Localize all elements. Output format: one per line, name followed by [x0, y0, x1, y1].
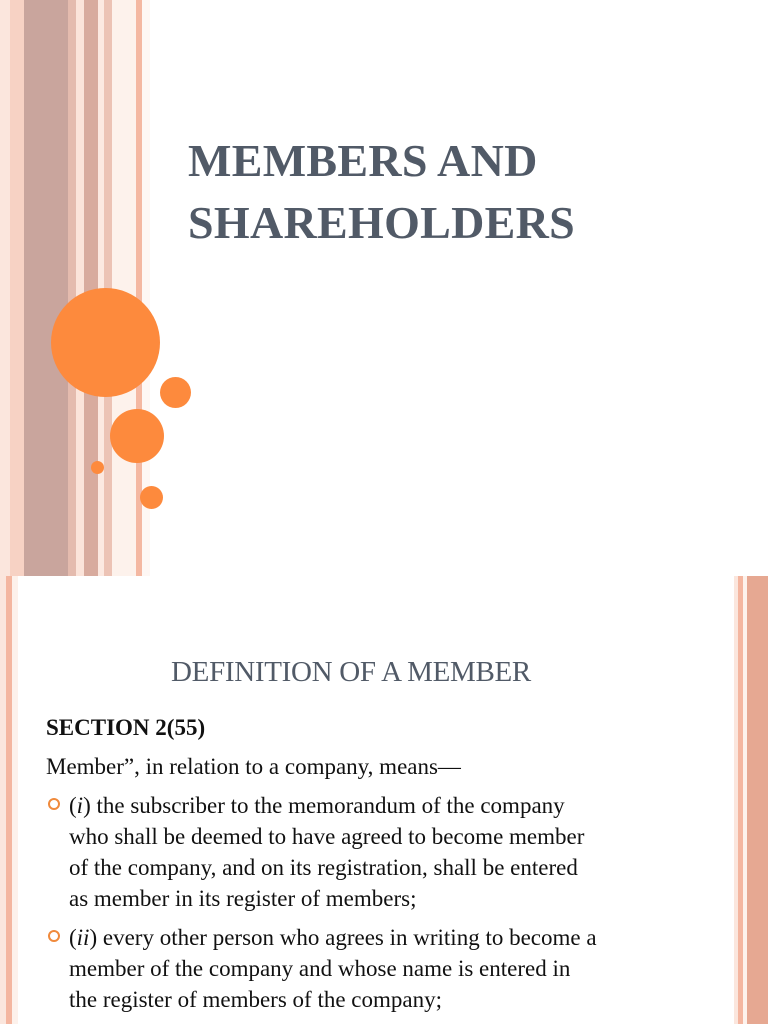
circle-bullet-icon: [48, 798, 60, 810]
section-number: SECTION 2(55): [46, 715, 206, 740]
list-item-line: ) every other person who agrees in writing to become a: [89, 925, 597, 950]
list-item-line: member of the company and whose name is entered in: [69, 956, 571, 981]
list-item-line: of the company, and on its registration, shall be entered: [69, 855, 578, 880]
list-item-line: who shall be deemed to have agreed to become member: [69, 824, 585, 849]
left-border-stripes: [0, 576, 18, 1024]
slide-heading: DEFINITION OF A MEMBER: [171, 656, 531, 688]
list-item-text: (i) the subscriber to the memorandum of the company who shall be deemed to have agreed to become member of the company, and on its registration, shall be entered as member in its register of members;: [69, 790, 696, 914]
list-item-line: the register of members of the company;: [69, 987, 442, 1012]
slide-title-line-2: SHAREHOLDERS: [188, 197, 576, 248]
list-item: [46, 790, 696, 914]
large-orange-circle: [51, 288, 160, 397]
list-item-line: as member in its register of members;: [69, 886, 417, 911]
slide-title-line-1: MEMBERS AND: [188, 135, 538, 186]
definition-list: [46, 790, 696, 1023]
list-item: [46, 922, 696, 1015]
tiny-orange-circle: [91, 461, 104, 474]
medium-orange-circle: [110, 409, 164, 463]
definition-intro: Member”, in relation to a company, means—: [46, 754, 461, 779]
slide-title: [188, 130, 748, 254]
clause-marker: ii: [76, 925, 90, 950]
small-orange-circle-bottom: [140, 486, 163, 509]
decorative-stripes: [0, 0, 150, 576]
definition-slide: [0, 576, 768, 1024]
clause-marker: i: [76, 793, 84, 818]
circle-bullet-icon: [48, 930, 60, 942]
right-border-stripes: [734, 576, 768, 1024]
list-item-line: ) the subscriber to the memorandum of the company: [83, 793, 565, 818]
list-item-text: (ii) every other person who agrees in writing to become a member of the company and whose name is entered in the register of members of the company;: [69, 922, 696, 1015]
small-orange-circle: [160, 377, 191, 408]
